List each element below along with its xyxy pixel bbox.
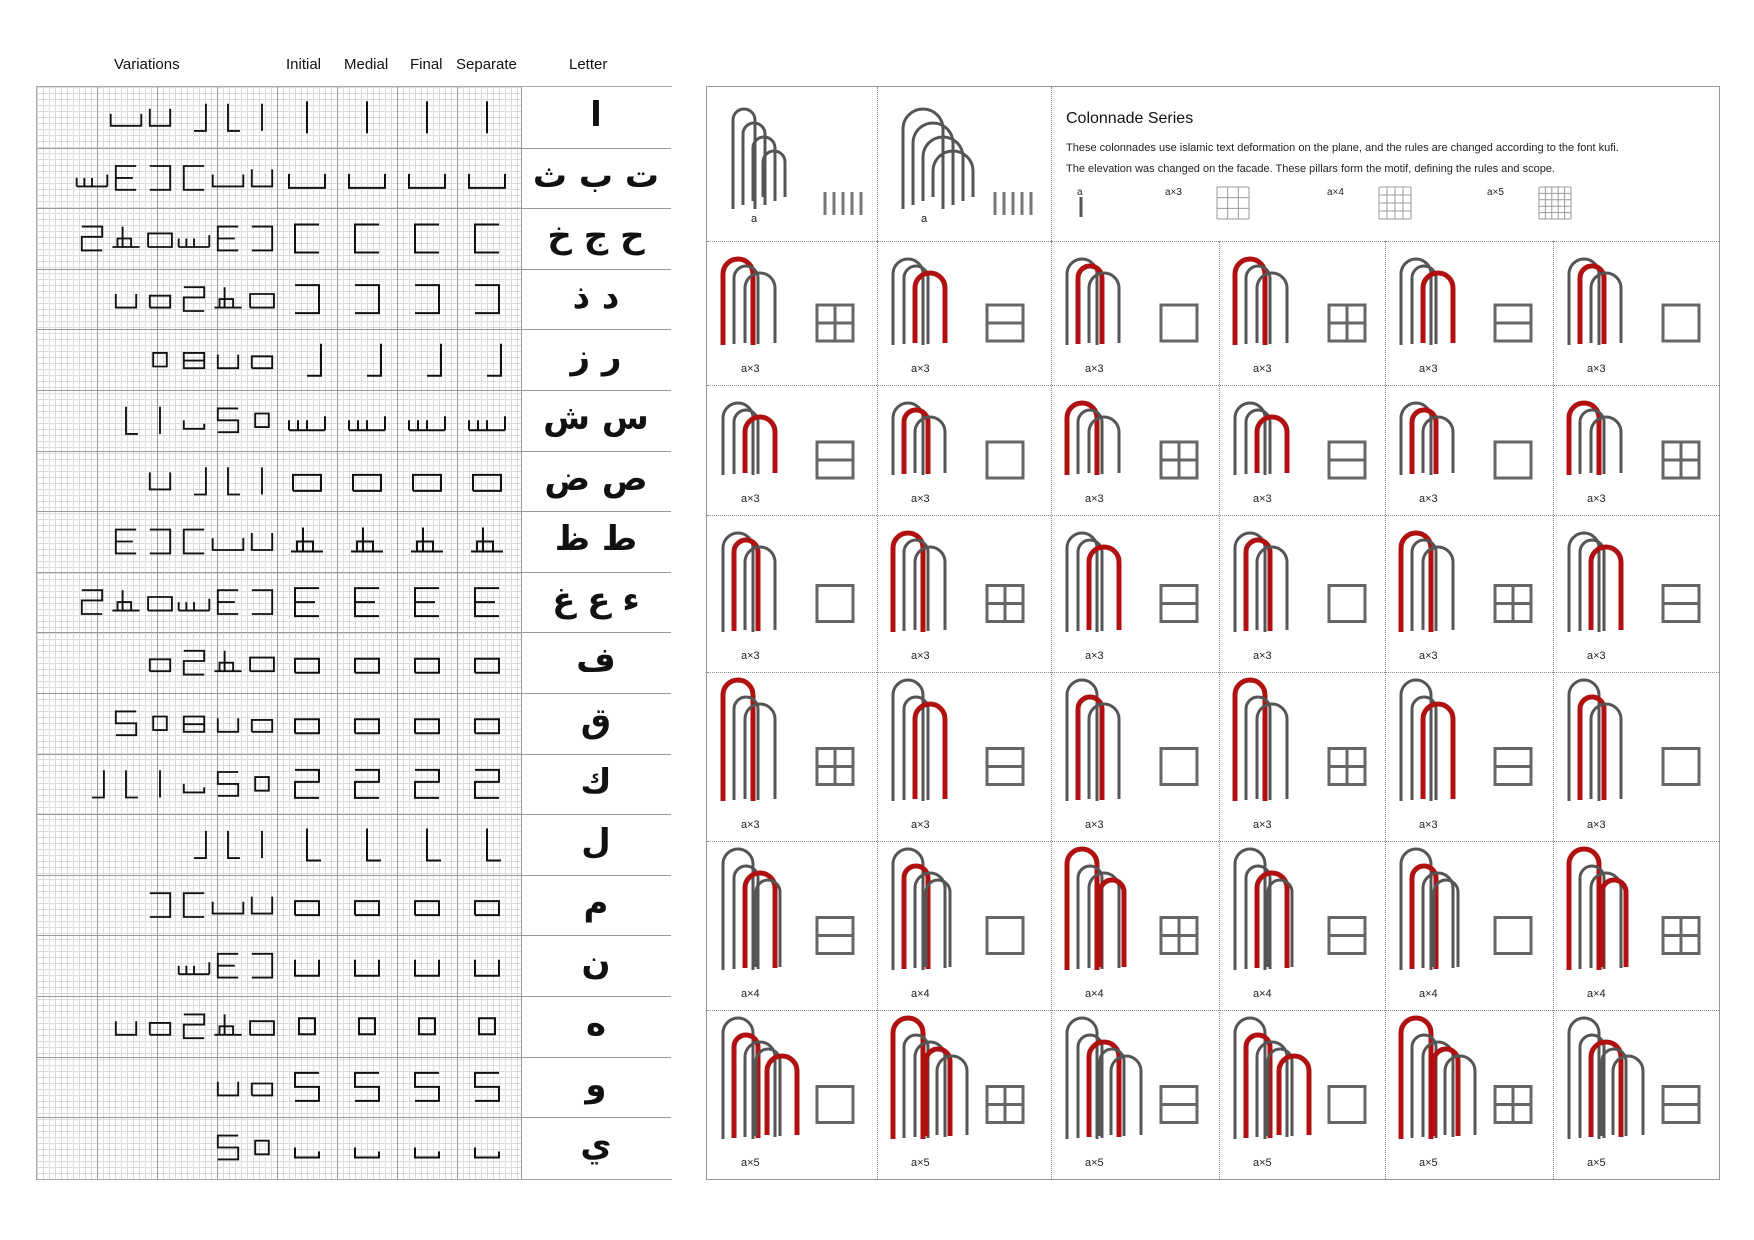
colonnade-variant [1067,259,1197,345]
arabic-letter-16: و [585,1064,607,1105]
kufi-form-glyph [295,225,319,253]
kufi-variation-glyph [153,717,167,731]
kufi-variation-glyph [111,114,142,126]
kufi-form-glyph [415,588,439,616]
colonnade-variant [723,1018,853,1139]
variant-scale-label: a×3 [1587,363,1606,375]
colonnade-variant [1401,1018,1531,1139]
kufi-form-glyph [359,1018,375,1034]
colonnade-variant [1569,259,1699,345]
variant-scale-label: a×3 [1587,493,1606,505]
colonnade-series-panel [706,86,1720,1180]
kufi-variation-glyph [252,897,272,914]
arabic-letter-3: د ذ [572,276,620,317]
kufi-variation-glyph [218,590,238,614]
variant-scale-label: a×3 [1253,363,1272,375]
kufi-variation-glyph [179,599,210,611]
kufi-variation-glyph [255,777,269,791]
arabic-letter-12: ل [581,822,611,863]
kufi-form-glyph [419,1018,435,1034]
kufi-form-glyph [295,285,319,313]
variant-scale-label: a×3 [1587,819,1606,831]
kufi-form-glyph [487,344,501,376]
kufi-variation-glyph [150,472,170,489]
kufi-variation-glyph [148,597,172,611]
colonnade-variant [1235,259,1365,345]
variant-scale-label: a×4 [741,988,760,1000]
arabic-letter-5: س ش [543,398,649,438]
kufi-form-glyph [487,829,501,861]
kufi-variation-glyph [92,770,104,797]
kufi-form-glyph [353,475,381,491]
kufi-form-glyph [295,659,319,673]
header-final: Final [410,56,443,73]
kufi-variation-glyph [252,356,272,368]
variant-scale-label: a×5 [741,1157,760,1169]
kufi-form-glyph [415,960,439,976]
kufi-form-glyph [415,659,439,673]
kufi-form-glyph [409,174,445,188]
kufi-form-glyph [355,770,379,798]
kufi-form-glyph [293,475,321,491]
kufi-form-glyph [355,719,379,733]
colonnade-variant [1067,403,1197,478]
kufi-variation-glyph [213,538,244,550]
kufi-letter-table [36,86,672,1180]
variant-scale-label: a×3 [911,819,930,831]
kufi-form-glyph [351,528,383,552]
colonnade-variant [1569,680,1699,801]
kufi-form-glyph [291,528,323,552]
colonnade-variant [1235,849,1365,970]
kufi-variation-glyph [150,166,170,190]
kufi-form-glyph [289,416,325,430]
variant-scale-label: a×4 [1085,988,1104,1000]
kufi-form-glyph [469,416,505,430]
variant-scale-label: a×3 [1419,650,1438,662]
kufi-form-glyph [415,719,439,733]
colonnade-variant [893,259,1023,345]
kufi-variation-glyph [255,1141,269,1155]
kufi-form-glyph [469,174,505,188]
kufi-variation-glyph [148,233,172,247]
colonnade-variant [723,259,853,345]
colonnade-variant [1569,849,1699,970]
variant-scale-label: a×3 [1253,819,1272,831]
kufi-variation-glyph [214,651,241,671]
variant-scale-label: a×3 [741,819,760,831]
scale-label-a: a [1077,187,1083,198]
kufi-variation-glyph [250,1021,274,1035]
kufi-variation-glyph [218,718,238,732]
kufi-variation-glyph [252,954,272,978]
base-unit-label: a [921,213,928,225]
colonnade-variant [723,680,853,801]
arabic-letter-14: ن [581,943,611,984]
kufi-variation-glyph [252,1084,272,1096]
kufi-form-glyph [295,901,319,915]
kufi-variation-glyph [116,294,136,308]
variant-scale-label: a×3 [1085,819,1104,831]
kufi-variation-glyph [218,772,238,796]
kufi-form-glyph [415,285,439,313]
variant-scale-label: a×4 [1419,988,1438,1000]
variant-scale-label: a×5 [1419,1157,1438,1169]
kufi-form-glyph [475,1148,499,1158]
header-letter: Letter [569,56,608,73]
colonnade-drawings [707,87,1719,1179]
header-medial: Medial [344,56,389,73]
kufi-form-glyph [415,1148,439,1158]
kufi-form-glyph [355,960,379,976]
kufi-form-glyph [413,475,441,491]
kufi-form-glyph [349,416,385,430]
kufi-form-glyph [355,588,379,616]
colonnade-variant [1401,849,1531,970]
variant-scale-label: a×5 [1253,1157,1272,1169]
kufi-form-glyph [355,1073,379,1101]
kufi-variation-glyph [218,227,238,251]
variant-scale-label: a×4 [1253,988,1272,1000]
scale-label-a5: a×5 [1487,187,1504,198]
kufi-form-glyph [411,528,443,552]
kufi-form-glyph [355,225,379,253]
variant-scale-label: a×5 [1587,1157,1606,1169]
kufi-form-glyph [295,1073,319,1101]
kufi-variation-glyph [116,166,136,190]
kufi-variation-glyph [116,530,136,554]
kufi-form-glyph [299,1018,315,1034]
kufi-variation-glyph [184,893,204,917]
scale-label-a3: a×3 [1165,187,1182,198]
colonnade-variant [893,533,1023,632]
arabic-letter-1: ت ب ث [532,155,660,196]
colonnade-variant [1401,533,1531,632]
colonnade-variant [1401,403,1531,478]
kufi-form-glyph [355,285,379,313]
kufi-form-glyph [295,1148,319,1158]
kufi-form-glyph [355,659,379,673]
kufi-variation-glyph [218,1136,238,1160]
kufi-variation-glyph [150,659,170,671]
variant-scale-label: a×3 [1419,493,1438,505]
kufi-form-glyph [475,719,499,733]
colonnade-variant [1401,680,1531,801]
kufi-form-glyph [475,770,499,798]
kufi-variation-glyph [218,355,238,369]
kufi-variation-glyph [252,720,272,732]
kufi-form-glyph [479,1018,495,1034]
variant-scale-label: a×3 [1419,363,1438,375]
variant-scale-label: a×5 [911,1157,930,1169]
colonnade-variant [1569,403,1699,478]
arabic-letter-4: ر ز [570,337,622,378]
kufi-form-glyph [471,528,503,552]
header-separate: Separate [456,56,517,73]
kufi-variation-glyph [116,711,136,735]
kufi-form-glyph [295,770,319,798]
kufi-variation-glyph [150,109,170,126]
kufi-form-glyph [349,174,385,188]
kufi-variation-glyph [250,658,274,672]
variant-scale-label: a×3 [741,363,760,375]
kufi-form-glyph [367,344,381,376]
colonnade-variant [723,403,853,478]
kufi-form-glyph [415,770,439,798]
arabic-letter-9: ف [576,640,616,681]
kufi-form-glyph [475,659,499,673]
kufi-form-glyph [295,719,319,733]
kufi-variation-glyph [252,590,272,614]
kufi-variation-glyph [228,467,240,494]
series-description-line-2: The elevation was changed on the facade. These pillars form the motif, defining the rules and scope. [1066,163,1555,175]
colonnade-base-unit [733,109,861,215]
kufi-form-glyph [307,344,321,376]
kufi-variation-glyph [150,1023,170,1035]
kufi-variation-glyph [112,227,139,247]
colonnade-variant [1067,533,1197,632]
colonnade-variant [1401,259,1531,345]
variant-scale-label: a×3 [1085,363,1104,375]
kufi-variation-glyph [150,893,170,917]
base-unit-label: a [751,213,758,225]
arabic-letter-8: ء ع غ [552,579,640,620]
kufi-variation-glyph [184,1014,204,1038]
variant-scale-label: a×4 [911,988,930,1000]
kufi-variation-glyph [179,235,210,247]
colonnade-variant [1067,1018,1197,1139]
kufi-form-glyph [475,588,499,616]
kufi-variation-glyph [214,287,241,307]
arabic-letter-10: ق [580,701,612,741]
scale-grid-a3 [1217,187,1249,219]
arabic-letter-7: ط ظ [554,519,638,560]
colonnade-variant [893,1018,1023,1139]
colonnade-variant [723,533,853,632]
kufi-variation-glyph [250,294,274,308]
kufi-variation-glyph [116,1021,136,1035]
variant-scale-label: a×3 [1253,493,1272,505]
kufi-form-glyph [415,901,439,915]
kufi-variation-glyph [252,533,272,550]
kufi-form-glyph [475,285,499,313]
kufi-variation-glyph [184,353,204,368]
scale-grid-a4 [1379,187,1411,219]
kufi-variation-glyph [218,1082,238,1096]
colonnade-variant [1235,1018,1365,1139]
variant-scale-label: a×3 [1085,493,1104,505]
arabic-letter-11: ك [580,761,612,802]
kufi-variation-glyph [112,590,139,610]
kufi-variation-glyph [82,227,102,251]
colonnade-variant [893,680,1023,801]
kufi-form-glyph [473,475,501,491]
header-variations: Variations [114,56,180,73]
variant-scale-label: a×3 [741,493,760,505]
variant-scale-label: a×3 [1253,650,1272,662]
kufi-form-glyph [475,901,499,915]
arabic-letter-6: ص ض [544,458,648,499]
arabic-letter-2: ح ج خ [547,216,645,257]
kufi-form-glyph [415,1073,439,1101]
kufi-variation-glyph [194,104,206,131]
arabic-letter-17: ي [580,1125,612,1166]
colonnade-variant [723,849,853,970]
variant-scale-label: a×3 [1419,819,1438,831]
kufi-form-glyph [475,225,499,253]
colonnade-variant [1067,849,1197,970]
kufi-variation-glyph [214,1014,241,1034]
header-initial: Initial [286,56,322,73]
arabic-letter-15: ه [585,1004,607,1044]
colonnade-variant [893,403,1023,478]
kufi-variation-glyph [150,530,170,554]
kufi-variation-glyph [82,590,102,614]
kufi-form-glyph [295,960,319,976]
kufi-variation-glyph [184,166,204,190]
kufi-form-glyph [289,174,325,188]
colonnade-variant [1235,403,1365,478]
series-description-line-1: These colonnades use islamic text deformation on the plane, and the rules are changed according to the font kufi. [1066,142,1619,154]
kufi-variation-glyph [179,962,210,974]
variant-scale-label: a×4 [1587,988,1606,1000]
kufi-variation-glyph [252,169,272,186]
kufi-glyphs-drawing [37,87,521,1179]
arabic-letter-0: ا [590,95,602,135]
kufi-variation-glyph [153,353,167,367]
kufi-variation-glyph [213,902,244,914]
kufi-variation-glyph [184,420,204,429]
kufi-variation-glyph [184,784,204,793]
kufi-form-glyph [427,344,441,376]
colonnade-variant [1569,533,1699,632]
kufi-form-glyph [367,829,381,861]
kufi-variation-glyph [150,296,170,308]
kufi-form-glyph [355,1148,379,1158]
kufi-variation-glyph [184,651,204,675]
kufi-variation-glyph [255,414,269,428]
colonnade-variant [893,849,1023,970]
kufi-form-glyph [409,416,445,430]
kufi-variation-glyph [218,954,238,978]
series-title: Colonnade Series [1066,110,1194,127]
variant-scale-label: a×3 [911,650,930,662]
kufi-form-glyph [415,225,439,253]
colonnade-base-unit [903,109,1031,215]
kufi-variation-glyph [126,770,138,797]
colonnade-variant [1235,680,1365,801]
kufi-form-glyph [355,901,379,915]
kufi-form-glyph [475,1073,499,1101]
kufi-variation-glyph [184,717,204,732]
kufi-form-glyph [475,960,499,976]
colonnade-variant [1235,533,1365,632]
kufi-variation-glyph [184,530,204,554]
variant-scale-label: a×3 [741,650,760,662]
kufi-variation-glyph [213,175,244,187]
kufi-form-glyph [307,829,321,861]
variant-scale-label: a×5 [1085,1157,1104,1169]
arabic-letter-13: م [583,882,609,923]
kufi-variation-glyph [126,407,138,434]
kufi-variation-glyph [228,831,240,858]
kufi-variation-glyph [194,831,206,858]
kufi-variation-glyph [194,467,206,494]
variant-scale-label: a×3 [911,363,930,375]
kufi-variation-glyph [252,227,272,251]
variant-scale-label: a×3 [911,493,930,505]
kufi-variation-glyph [184,287,204,311]
kufi-variation-glyph [228,104,240,131]
scale-label-a4: a×4 [1327,187,1344,198]
variant-scale-label: a×3 [1587,650,1606,662]
kufi-form-glyph [295,588,319,616]
kufi-variation-glyph [218,408,238,432]
kufi-variation-glyph [77,175,108,187]
variant-scale-label: a×3 [1085,650,1104,662]
colonnade-variant [1067,680,1197,801]
scale-grid-a5 [1539,187,1571,219]
colonnade-variant [1569,1018,1699,1139]
kufi-form-glyph [427,829,441,861]
